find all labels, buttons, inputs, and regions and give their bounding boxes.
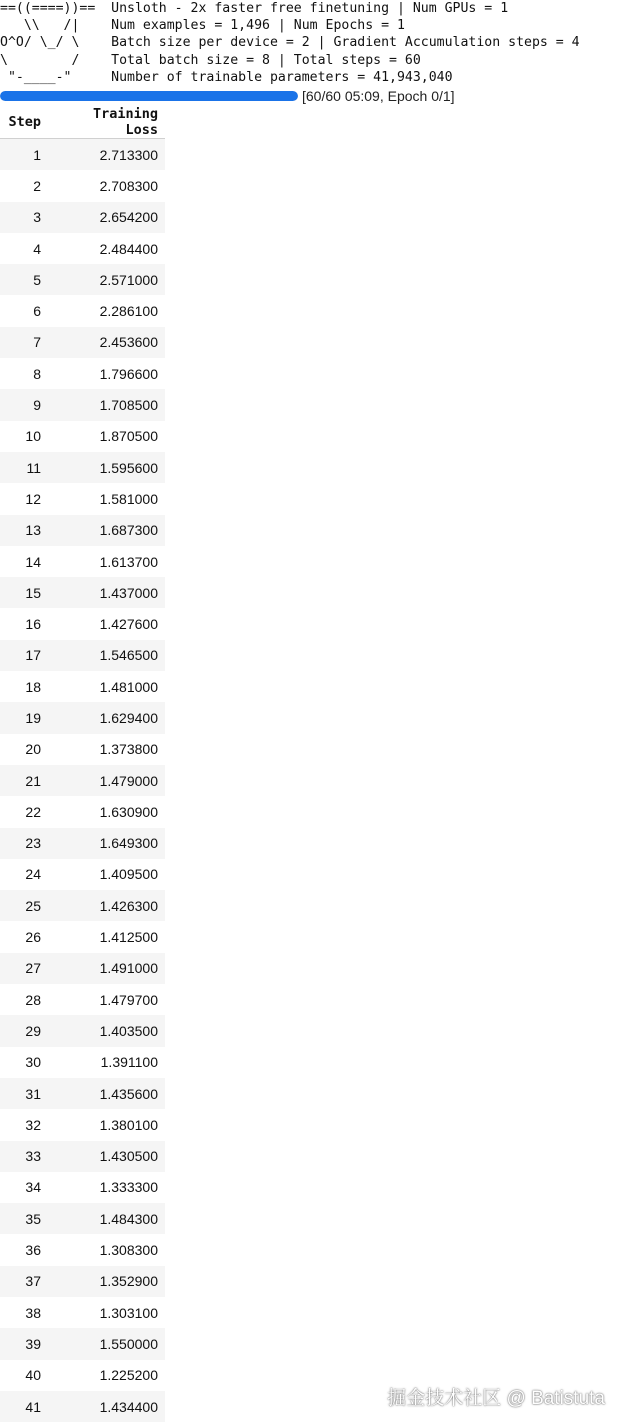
training-loss-cell: 1.484300: [99, 1210, 158, 1227]
step-cell: 29: [25, 1022, 41, 1039]
training-loss-cell: 1.613700: [99, 553, 158, 570]
table-row: [0, 483, 165, 514]
table-row: [0, 984, 165, 1015]
table-row: [0, 327, 165, 358]
training-loss-cell: 1.629400: [99, 709, 158, 726]
step-cell: 27: [25, 960, 41, 977]
training-progress: [0, 89, 455, 103]
step-cell: 28: [25, 991, 41, 1008]
training-loss-cell: 1.479000: [99, 772, 158, 789]
table-row: [0, 1078, 165, 1109]
table-row: [0, 671, 165, 702]
table-row: [0, 1328, 165, 1359]
training-loss-cell: 1.333300: [99, 1179, 158, 1196]
step-cell: 35: [25, 1210, 41, 1227]
table-row: [0, 233, 165, 264]
table-row: [0, 796, 165, 827]
table-header-row: [0, 106, 165, 139]
banner-line: \ / Total batch size = 8 | Total steps = 60: [0, 52, 421, 68]
banner-line: O^O/ \_/ \ Batch size per device = 2 | Gradient Accumulation steps = 4: [0, 35, 580, 51]
training-loss-cell: 1.435600: [99, 1085, 158, 1102]
step-cell: 12: [25, 490, 41, 507]
training-loss-cell: 1.546500: [99, 647, 158, 664]
step-cell: 4: [33, 240, 41, 257]
table-row: [0, 358, 165, 389]
step-cell: 38: [25, 1304, 41, 1321]
step-cell: 32: [25, 1116, 41, 1133]
training-loss-cell: 1.595600: [99, 459, 158, 476]
training-loss-cell: 1.796600: [99, 365, 158, 382]
training-loss-cell: 2.286100: [99, 303, 158, 320]
step-cell: 7: [33, 334, 41, 351]
table-row: [0, 921, 165, 952]
column-header-step: Step: [0, 106, 48, 139]
step-cell: 30: [25, 1054, 41, 1071]
table-row: [0, 1360, 165, 1391]
table-row: [0, 546, 165, 577]
training-loss-cell: 1.409500: [99, 866, 158, 883]
table-row: [0, 765, 165, 796]
table-row: [0, 702, 165, 733]
step-cell: 9: [33, 397, 41, 414]
progress-label: [60/60 05:09, Epoch 0/1]: [302, 88, 455, 104]
step-cell: 1: [33, 146, 41, 163]
table-row: [0, 859, 165, 890]
training-loss-cell: 2.713300: [99, 146, 158, 163]
table-row: [0, 202, 165, 233]
table-row: [0, 1172, 165, 1203]
table-row: [0, 139, 165, 171]
unsloth-banner: [0, 0, 580, 86]
table-row: [0, 1203, 165, 1234]
training-loss-cell: 1.550000: [99, 1335, 158, 1352]
step-cell: 8: [33, 365, 41, 382]
training-loss-cell: 2.654200: [99, 209, 158, 226]
watermark: 掘金技术社区 @ Batistuta: [387, 1388, 605, 1409]
training-loss-cell: 1.412500: [99, 929, 158, 946]
step-cell: 36: [25, 1242, 41, 1259]
table-row: [0, 734, 165, 765]
table-row: [0, 1047, 165, 1078]
training-loss-cell: 1.373800: [99, 741, 158, 758]
training-loss-cell: 1.649300: [99, 835, 158, 852]
table-row: [0, 452, 165, 483]
step-cell: 2: [33, 177, 41, 194]
step-cell: 3: [33, 209, 41, 226]
training-loss-cell: 1.308300: [99, 1242, 158, 1259]
step-cell: 24: [25, 866, 41, 883]
training-loss-cell: 1.630900: [99, 803, 158, 820]
table-row: [0, 640, 165, 671]
training-loss-cell: 1.391100: [100, 1054, 158, 1071]
training-loss-cell: 1.427600: [99, 616, 158, 633]
step-cell: 23: [25, 835, 41, 852]
step-cell: 13: [25, 522, 41, 539]
step-cell: 11: [26, 459, 41, 476]
step-cell: 40: [25, 1367, 41, 1384]
training-loss-cell: 1.491000: [99, 960, 158, 977]
column-header-training-loss: Training Loss: [48, 106, 165, 139]
training-loss-cell: 1.581000: [99, 490, 158, 507]
table-row: [0, 1391, 165, 1422]
training-loss-cell: 1.437000: [99, 584, 158, 601]
table-row: [0, 1266, 165, 1297]
step-cell: 41: [25, 1398, 41, 1415]
step-cell: 5: [33, 271, 41, 288]
table-row: [0, 577, 165, 608]
training-loss-cell: 1.708500: [99, 397, 158, 414]
banner-line: ==((====))== Unsloth - 2x faster free finetuning | Num GPUs = 1: [0, 1, 509, 16]
step-cell: 14: [25, 553, 41, 570]
training-loss-cell: 1.434400: [99, 1398, 158, 1415]
training-loss-cell: 2.708300: [99, 177, 158, 194]
table-row: [0, 1109, 165, 1140]
training-loss-cell: 1.403500: [99, 1022, 158, 1039]
step-cell: 31: [25, 1085, 41, 1102]
step-cell: 10: [25, 428, 41, 445]
table-row: [0, 515, 165, 546]
progress-bar-fill: [0, 91, 298, 101]
step-cell: 18: [25, 678, 41, 695]
table-row: [0, 828, 165, 859]
step-cell: 34: [25, 1179, 41, 1196]
training-loss-cell: 2.484400: [99, 240, 158, 257]
table-row: [0, 1015, 165, 1046]
training-loss-cell: 1.352900: [99, 1273, 158, 1290]
table-row: [0, 608, 165, 639]
training-loss-cell: 1.479700: [99, 991, 158, 1008]
step-cell: 26: [25, 929, 41, 946]
table-row: [0, 953, 165, 984]
table-row: [0, 170, 165, 201]
table-row: [0, 421, 165, 452]
training-loss-cell: 1.426300: [99, 897, 158, 914]
training-loss-cell: 1.380100: [99, 1116, 158, 1133]
training-loss-cell: 1.225200: [99, 1367, 158, 1384]
training-loss-table: [0, 106, 165, 1422]
table-row: [0, 1141, 165, 1172]
banner-line: "-____-" Number of trainable parameters = 41,943,040: [0, 69, 453, 85]
table-row: [0, 264, 165, 295]
banner-line: \\ /| Num examples = 1,496 | Num Epochs = 1: [0, 18, 405, 34]
training-loss-cell: 2.453600: [99, 334, 158, 351]
training-loss-cell: 1.687300: [99, 522, 158, 539]
step-cell: 21: [25, 772, 41, 789]
step-cell: 17: [25, 647, 41, 664]
table-row: [0, 295, 165, 326]
table-row: [0, 890, 165, 921]
step-cell: 20: [25, 741, 41, 758]
table-row: [0, 389, 165, 420]
table-row: [0, 1234, 165, 1265]
step-cell: 33: [25, 1148, 41, 1165]
step-cell: 39: [25, 1335, 41, 1352]
training-loss-cell: 1.303100: [99, 1304, 158, 1321]
step-cell: 6: [33, 303, 41, 320]
training-loss-cell: 1.481000: [99, 678, 158, 695]
step-cell: 16: [25, 616, 41, 633]
training-loss-cell: 2.571000: [99, 271, 158, 288]
step-cell: 25: [25, 897, 41, 914]
table-body: [0, 139, 165, 1423]
table-row: [0, 1297, 165, 1328]
training-loss-cell: 1.870500: [99, 428, 158, 445]
step-cell: 15: [25, 584, 41, 601]
step-cell: 22: [25, 803, 41, 820]
progress-bar: [0, 91, 298, 101]
training-loss-cell: 1.430500: [99, 1148, 158, 1165]
step-cell: 19: [25, 709, 41, 726]
step-cell: 37: [25, 1273, 41, 1290]
